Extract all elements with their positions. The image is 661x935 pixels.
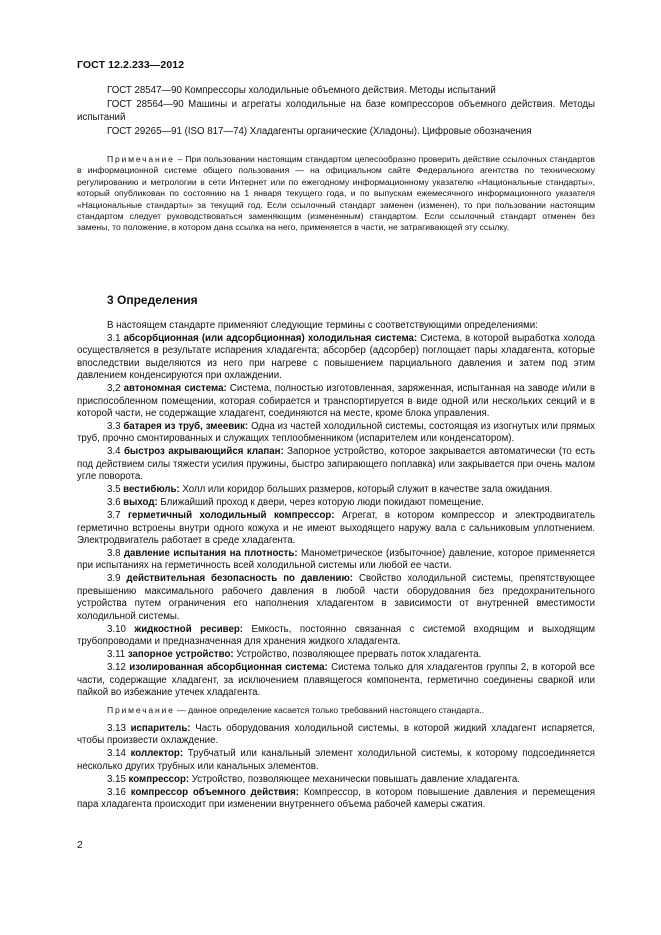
definition-item: 3.7 герметичный холодильный компрессор: Агрегат, в котором компрессор и электродвигатель герметично встроены внутри одного кожуха и не имеют выходящего наружу вала с сальниковым уплотнением. Электродвигатель работает в среде хладагента. xyxy=(77,510,595,547)
term: выход: xyxy=(123,497,158,509)
definition-item: 3.6 выход: Ближайший проход к двери, через которую люди покидают помещение. xyxy=(107,497,484,509)
term: автономная система: xyxy=(123,383,227,395)
term: жидкостной ресивер: xyxy=(134,623,244,635)
term: батарея из труб, змеевик: xyxy=(123,421,249,433)
term: компрессор: xyxy=(128,773,190,785)
definitions-list xyxy=(77,320,595,811)
definition-item: 3.10 жидкостной ресивер: Емкость, постоянно связанная с системой входящим и выходящим трубопроводами и предназначенная для хранения жидкого хладагента. xyxy=(77,623,595,648)
definition-item: 3.12 изолированная абсорбционная система: Система только для хладагентов группы 2, в которой все части, содержащие хладагент, за исключением плавящегося компонента, герметично соединены сваркой или пайкой во избежание утечек хладагента. xyxy=(77,662,595,698)
definition-item: 3.13 испаритель: Часть оборудования холодильной системы, в которой жидкий хладагент испаряется, чтобы произвести охлаждение. xyxy=(77,722,595,747)
note-label: Примечание xyxy=(107,154,175,164)
term: коллектор: xyxy=(130,748,184,760)
definitions-intro: В настоящем стандарте применяют следующие термины с соответствующими определениями: xyxy=(107,320,538,331)
term: запорное устройство: xyxy=(127,649,234,661)
definition-item: 3.3 батарея из труб, змеевик: Одна из частей холодильной системы, состоящая из изогнутых или прямых труб, прочно смонтированных и служащих теплообменником (испарителем или конденсатором). xyxy=(77,421,595,445)
section-title: 3 Определения xyxy=(107,293,198,307)
page-number: 2 xyxy=(77,839,83,851)
term: действительная безопасность по давлению: xyxy=(126,573,353,585)
definition-item: 3.1 абсорбционная (или адсорбционная) холодильная система: Система, в которой выработка холода осуществляется в результате испарения хладагента; абсорбер (адсорбер) поглощает пары хладагента, которые впоследствии выделяются из него при нагреве с повышением парциального давления и затем под этим давлением конденсируются при охлаждении. xyxy=(77,333,595,382)
term: компрессор объемного действия: xyxy=(130,786,300,798)
note-label: Примечание xyxy=(107,705,175,716)
reference-item: ГОСТ 28564—90 Машины и агрегаты холодильные на базе компрессоров объемного действия. Методы испытаний xyxy=(77,98,595,124)
definition-item: 3.8 давление испытания на плотность: Манометрическое (избыточное) давление, которое применяется при испытаниях на герметичность всей холодильной системы или любой ее части. xyxy=(77,548,595,572)
reference-item: ГОСТ 29265—91 (ISO 817—74) Хладагенты органические (Хладоны). Цифровые обозначения xyxy=(107,125,532,137)
references-note xyxy=(77,154,595,234)
document-header: ГОСТ 12.2.233—2012 xyxy=(77,59,185,71)
definition-item: 3.9 действительная безопасность по давлению: Свойство холодильной системы, препятствующее превышению максимального рабочего давления в любой части оборудования без предохранительного устройства путем ограничения его наполнения хладагентом в зависимости от внутренней вместимости холодильной системы. xyxy=(77,573,595,622)
note-text: — данное определение касается только требований настоящего стандарта.. xyxy=(174,705,485,716)
term: вестибюль: xyxy=(123,484,180,496)
term: герметичный холодильный компрессор: xyxy=(127,510,335,522)
definition-item: 3.14 коллектор: Трубчатый или канальный элемент холодильной системы, к которому подсоединяется несколько других трубных или канальных элементов. xyxy=(77,748,595,772)
term: испаритель: xyxy=(130,722,191,734)
definition-item: 3.4 быстроз акрывающийся клапан: Запорное устройство, которое закрывается автоматически (то есть под действием силы тяжести усилия пружины, быстро запирающего поплавка) или закрывается при очень малом угле поворота. xyxy=(77,446,596,483)
term: абсорбционная (или адсорбционная) холодильная система: xyxy=(123,333,418,344)
normative-references xyxy=(77,84,595,138)
term: быстроз акрывающийся клапан: xyxy=(123,446,284,458)
term: давление испытания на плотность: xyxy=(123,548,298,560)
definition-item: 3.11 запорное устройство: Устройство, позволяющее прервать поток хладагента. xyxy=(107,649,482,661)
term: изолированная абсорбционная система: xyxy=(129,662,328,674)
definition-note xyxy=(77,705,595,716)
definition-item: 3.16 компрессор объемного действия: Компрессор, в котором повышение давления и перемещения пара хладагента происходит при изменении внутреннего объема рабочей камеры сжатия. xyxy=(77,786,596,810)
note-text: – При пользовании настоящим стандартом целесообразно проверить действие ссылочных стандартов в информационной системе общего пользования — на официальном сайте Федерального агентства по техническому регулированию и метрологии в сети Интернет или по ежегодному информационному указателю «Национальные стандарты», который опубликован по состоянию на 1 января текущего года, и по выпускам ежемесячного информационного указателя «Национальные стандарты» за текущий год. Если ссылочный стандарт заменен (изменен), то при пользовании настоящим стандартом следует руководствоваться заменяющим (измененным) стандартом. Если ссылочный стандарт отменен без замены, то положение, в котором дана ссылка на него, применяется в части, не затрагивающей эту ссылку. xyxy=(77,154,595,233)
reference-item: ГОСТ 28547—90 Компрессоры холодильные объемного действия. Методы испытаний xyxy=(107,85,496,96)
definition-item: 3,2 автономная система: Система, полностью изготовленная, заряженная, испытанная на заводе и/или в приспособленном помещении, которая собирается и транспортируется в виде одной или нескольких секций и в которой части, не содержащие хладагент, соединяются на месте, кроме блока управления. xyxy=(77,383,595,420)
definition-item: 3.5 вестибюль: Холл или коридор больших размеров, который служит в качестве зала ожидания. xyxy=(107,484,553,496)
definition-item: 3.15 компрессор: Устройство, позволяющее механически повышать давление хладагента. xyxy=(107,773,520,785)
